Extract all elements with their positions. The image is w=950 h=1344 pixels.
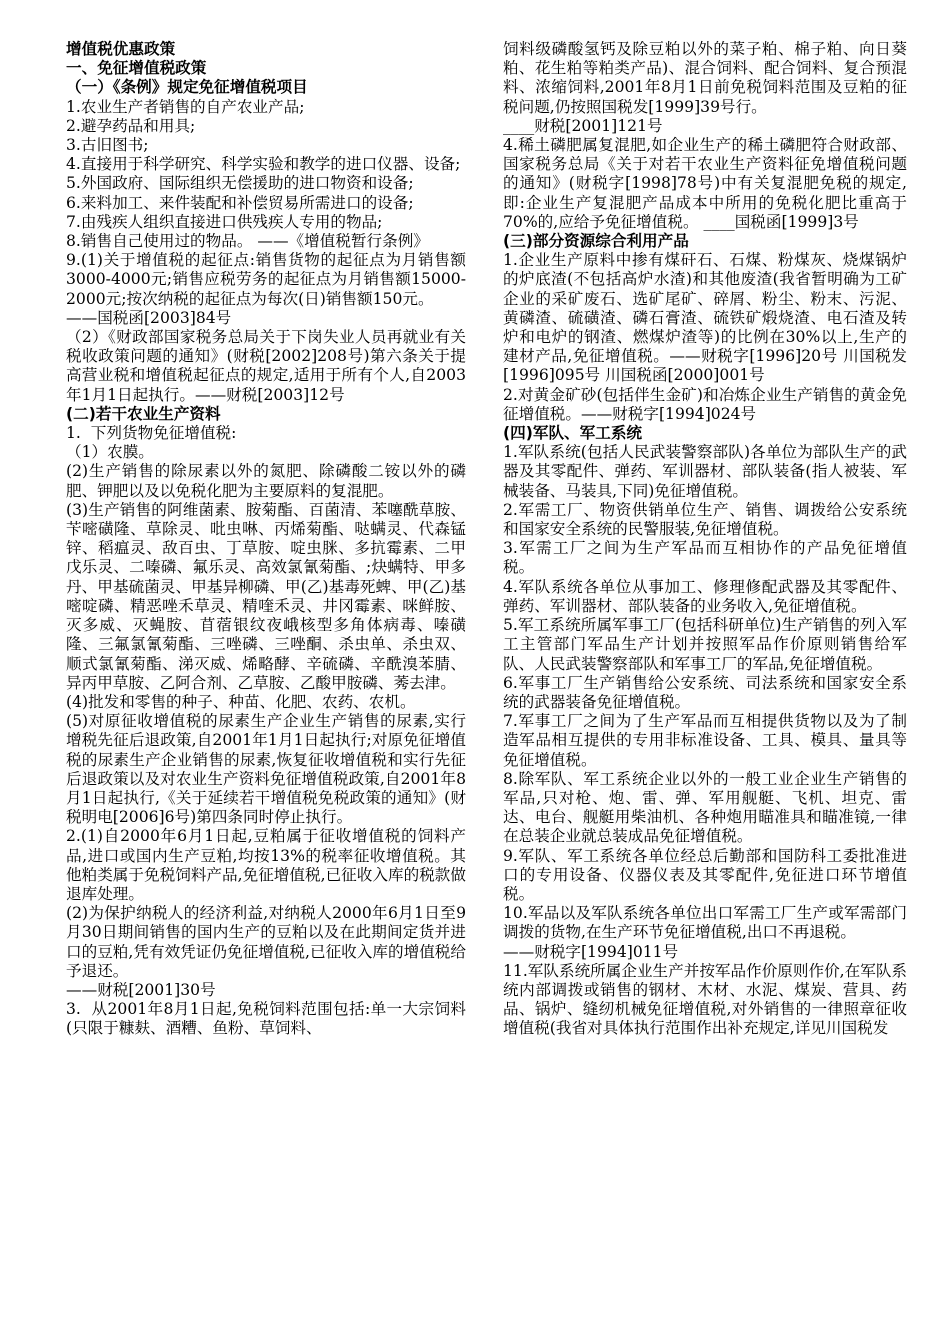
paragraph: 2.避孕药品和用具; xyxy=(66,116,196,135)
paragraph: 4.军队系统各单位从事加工、修理修配武器及其零配件、弹药、军训器材、部队装备的业务收入,免征增值税。 xyxy=(503,577,907,615)
paragraph: 4.直接用于科学研究、科学实验和教学的进口仪器、设备; xyxy=(66,155,461,174)
paragraph: 6.来料加工、来件装配和补偿贸易所需进口的设备; xyxy=(66,193,414,212)
paragraph: (5)对原征收增值税的尿素生产企业生产销售的尿素,实行增税先征后退政策,自2001年1月1日起执行;对原免征增值税的尿素生产企业销售的尿素,恢复征收增值税和实行先征后退政策以及对农业生产资料免征增值税政策,自2001年8月1日起执行,《关于延续若干增值税免税政策的通知》(财税明电[2006]6号)第四条同时停止执行。 xyxy=(66,712,466,827)
paragraph: 1. 下列货物免征增值税: xyxy=(66,424,237,443)
paragraph: 11.军队系统所属企业生产并按军品作价原则作价,在军队系统内部调拨或销售的钢材、木材、水泥、煤炭、营具、药品、锅炉、缝纫机械免征增值税,对外销售的一律照章征收增值税(我省对具体执行范围作出补充规定,详见川国税发 xyxy=(503,961,908,1038)
paragraph: 1.企业生产原料中掺有煤矸石、石煤、粉煤灰、烧煤锅炉的炉底渣(不包括高炉水渣)和其他废渣(我省暂明确为工矿企业的采矿废石、选矿尾矿、碎屑、粉尘、粉末、污泥、黄磷渣、硫磺渣、磷石膏渣、硫铁矿煅烧渣、电石渣及转炉和电炉的钢渣、燃煤炉渣等)的比例在30%以上,生产的建材产品,免征增值税。——财税字[1996]20号 川国税发[1996]095号 川国税函[2000]001号 xyxy=(503,251,907,385)
paragraph: (4)批发和零售的种子、种苗、化肥、农药、农机。 xyxy=(66,692,416,711)
paragraph: 3. 从2001年8月1日起,免税饲料范围包括:单一大宗饲料(只限于糠麸、酒糟、鱼粉、草饲料、 xyxy=(66,1000,466,1038)
section-heading: 增值税优惠政策 xyxy=(66,40,176,58)
left-column xyxy=(66,40,466,1039)
paragraph: 1.农业生产者销售的自产农业产品; xyxy=(66,97,305,116)
paragraph: 饲料级磷酸氢钙及除豆粕以外的菜子粕、棉子粕、向日葵粕、花生粕等粕类产品)、混合饲料、配合饲料、复合预混料、浓缩饲料,2001年8月1日前免税饲料范围及豆粕的征税问题,仍按照国税发[1999]39号行。 xyxy=(503,40,907,116)
paragraph: 2.对黄金矿砂(包括伴生金矿)和冶炼企业生产销售的黄金免征增值税。——财税字[1994]024号 xyxy=(503,385,907,423)
paragraph: ——国税函[2003]84号 xyxy=(66,308,232,327)
section-heading: 一、免征增值税政策 xyxy=(66,59,207,78)
paragraph: 9.军队、军工系统各单位经总后勤部和国防科工委批准进口的专用设备、仪器仪表及其零配件,免征进口环节增值税。 xyxy=(503,846,907,903)
paragraph: 2.军需工厂、物资供销单位生产、销售、调拨给公安系统和国家安全系统的民警服装,免征增值税。 xyxy=(503,500,907,539)
paragraph: 1.军队系统(包括人民武装警察部队)各单位为部队生产的武器及其零配件、弹药、军训器材、部队装备(指人被装、军械装备、马装具,下同)免征增值税。 xyxy=(503,443,907,500)
paragraph: ____财税[2001]121号 xyxy=(503,116,663,135)
paragraph: 3.军需工厂之间为生产军品而互相协作的产品免征增值税。 xyxy=(503,539,907,577)
section-heading: (四)军队、军工系统 xyxy=(503,424,643,443)
paragraph: 9.(1)关于增值税的起征点:销售货物的起征点为月销售额3000-4000元;销售应税劳务的起征点为月销售额15000-2000元;按次纳税的起征点为每次(日)销售额150元。 xyxy=(66,251,466,308)
paragraph: 7.军事工厂之间为了生产军品而互相提供货物以及为了制造军品相互提供的专用非标准设备、工具、模具、量具等免征增值税。 xyxy=(503,712,907,769)
section-heading: （一）《条例》规定免征增值税项目 xyxy=(66,78,308,97)
paragraph: ——财税字[1994]011号 xyxy=(503,942,679,961)
paragraph: 8.除军队、军工系统企业以外的一般工业企业生产销售的军品,只对枪、炮、雷、弹、军用舰艇、飞机、坦克、雷达、电台、舰艇用柴油机、各种炮用瞄准具和瞄准镜,一律在总装企业就总装成品免征增值税。 xyxy=(503,769,907,846)
right-column xyxy=(503,40,907,1039)
paragraph: 3.古旧图书; xyxy=(66,136,149,155)
paragraph: (2)生产销售的除尿素以外的氮肥、除磷酸二铵以外的磷肥、钾肥以及以免税化肥为主要原料的复混肥。 xyxy=(66,462,466,500)
section-heading: (三)部分资源综合利用产品 xyxy=(503,232,689,251)
paragraph: 5.外国政府、国际组织无偿援助的进口物资和设备; xyxy=(66,174,414,193)
paragraph: （2）《财政部国家税务总局关于下岗失业人员再就业有关税收政策问题的通知》(财税[2002]208号)第六条关于提高营业税和增值税起征点的规定,适用于所有个人,自2003年1月1日起执行。——财税[2003]12号 xyxy=(66,328,466,404)
paragraph: 7.由残疾人组织直接进口供残疾人专用的物品; xyxy=(66,212,383,231)
paragraph: 8.销售自己使用过的物品。 ——《增值税暂行条例》 xyxy=(66,232,429,251)
paragraph: 2.(1)自2000年6月1日起,豆粕属于征收增值税的饲料产品,进口或国内生产豆粕,均按13%的税率征收增值税。其他粕类属于免税饲料产品,免征增值税,已征收入库的税款做退库处理。 xyxy=(66,827,466,903)
paragraph: 10.军品以及军队系统各单位出口军需工厂生产或军需部门调拨的货物,在生产环节免征增值税,出口不再退税。 xyxy=(503,904,907,942)
paragraph: (2)为保护纳税人的经济利益,对纳税人2000年6月1日至9月30日期间销售的国内生产的豆粕以及在此期间定货并进口的豆粕,凭有效凭证仍免征增值税,已征收入库的增值税给予退还。 xyxy=(66,904,466,980)
section-heading: (二)若干农业生产资料 xyxy=(66,404,221,423)
paragraph: 6.军事工厂生产销售给公安系统、司法系统和国家安全系统的武器装备免征增值税。 xyxy=(503,673,907,711)
paragraph: (3)生产销售的阿维菌素、胺菊酯、百菌清、苯噻酰草胺、苄嘧磺隆、草除灵、吡虫啉、丙烯菊酯、哒螨灵、代森锰锌、稻瘟灵、敌百虫、丁草胺、啶虫脒、多抗霉素、二甲戊乐灵、二嗪磷、氟乐灵、高效氯氰菊酯、;炔螨特、甲多丹、甲基硫菌灵、甲基异柳磷、甲(乙)基毒死蜱、甲(乙)基嘧啶磷、精恶唑禾草灵、精喹禾灵、井冈霉素、咪鲜胺、灭多威、灭蝇胺、苜蓿银纹夜峨核型多角体病毒、嗪磺隆、三氟氯氰菊酯、三唑磷、三唑酮、杀虫单、杀虫双、顺式氯氰菊酯、涕灭威、烯略酵、辛硫磷、辛酰溴苯腈、异丙甲草胺、乙阿合剂、乙草胺、乙酸甲胺磷、莠去津。 xyxy=(66,500,466,692)
paragraph: 4.稀土磷肥属复混肥,如企业生产的稀土磷肥符合财政部、国家税务总局《关于对若干农业生产资料征免增值税问题的通知》(财税字[1998]78号)中有关复混肥免税的规定,即:企业生产复混肥产品成本中所用的免税化肥比重高于70%的,应给予免征增值税。 ____国税函[1999]3号 xyxy=(503,136,907,231)
paragraph: 5.军工系统所属军事工厂(包括科研单位)生产销售的列入军工主管部门军品生产计划并按照军品作价原则销售给军队、人民武装警察部队和军事工厂的军品,免征增值税。 xyxy=(503,616,907,673)
paragraph: ——财税[2001]30号 xyxy=(66,980,216,999)
paragraph: （1）农膜。 xyxy=(66,443,154,462)
